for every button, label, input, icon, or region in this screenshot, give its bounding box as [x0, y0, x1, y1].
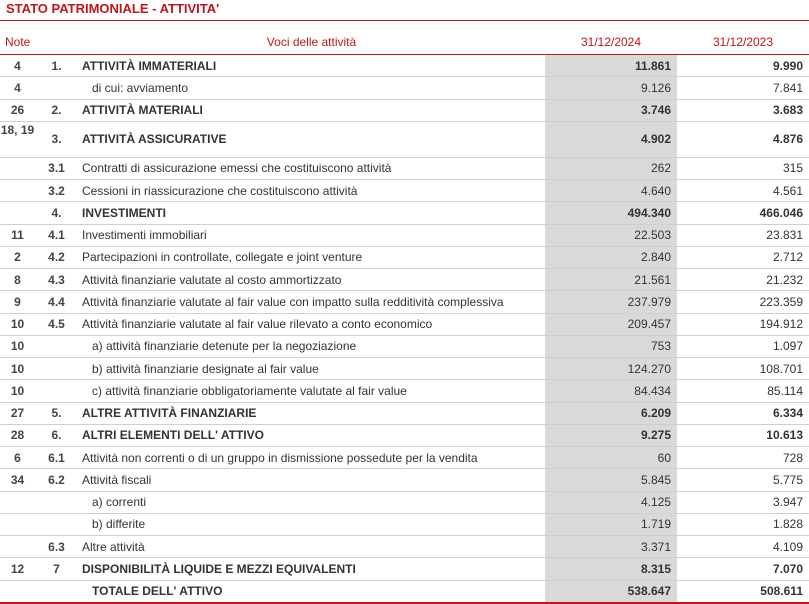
row-number: 6.3 [35, 536, 78, 558]
row-value-2023: 315 [677, 157, 809, 179]
row-value-2023: 10.613 [677, 424, 809, 446]
row-number [35, 335, 78, 357]
row-value-2023: 85.114 [677, 380, 809, 402]
table-row [0, 358, 809, 380]
table-row [0, 380, 809, 402]
header-year-previous: 31/12/2023 [677, 29, 809, 55]
row-note [0, 157, 35, 179]
row-label: INVESTIMENTI [78, 202, 545, 224]
row-value-2024: 9.275 [545, 424, 677, 446]
row-value-2023: 108.701 [677, 358, 809, 380]
row-note: 34 [0, 469, 35, 491]
row-value-2024: 4.640 [545, 180, 677, 202]
row-note [0, 202, 35, 224]
row-note [0, 513, 35, 535]
row-label: Altre attività [78, 536, 545, 558]
total-row [0, 580, 809, 603]
row-note [0, 180, 35, 202]
row-label: ATTIVITÀ MATERIALI [78, 99, 545, 121]
row-note: 11 [0, 224, 35, 246]
table-row [0, 202, 809, 224]
row-number: 4.1 [35, 224, 78, 246]
row-value-2024: 4.902 [545, 121, 677, 157]
row-label: c) attività finanziarie obbligatoriamente valutate al fair value [78, 380, 545, 402]
row-number [35, 491, 78, 513]
table-row [0, 246, 809, 268]
row-value-2023: 9.990 [677, 55, 809, 77]
table-row [0, 55, 809, 77]
row-value-2024: 209.457 [545, 313, 677, 335]
row-label: Investimenti immobiliari [78, 224, 545, 246]
row-number: 5. [35, 402, 78, 424]
table-row [0, 77, 809, 99]
table-row [0, 335, 809, 357]
row-value-2023: 7.841 [677, 77, 809, 99]
row-value-2023: 21.232 [677, 269, 809, 291]
row-note [0, 536, 35, 558]
row-number: 7 [35, 558, 78, 580]
row-value-2023: 466.046 [677, 202, 809, 224]
row-value-2023: 4.109 [677, 536, 809, 558]
row-number: 6.1 [35, 447, 78, 469]
row-label: Cessioni in riassicurazione che costituiscono attività [78, 180, 545, 202]
table-row [0, 536, 809, 558]
header-number [35, 29, 78, 55]
row-value-2024: 237.979 [545, 291, 677, 313]
row-value-2024: 753 [545, 335, 677, 357]
row-label: b) attività finanziarie designate al fair value [78, 358, 545, 380]
row-number [35, 513, 78, 535]
row-value-2024: 3.746 [545, 99, 677, 121]
row-label: a) correnti [78, 491, 545, 513]
header-note: Note [0, 29, 35, 55]
page-title: STATO PATRIMONIALE - ATTIVITA' [6, 1, 220, 16]
row-note: 28 [0, 424, 35, 446]
row-value-2023: 728 [677, 447, 809, 469]
table-row [0, 180, 809, 202]
row-note: 10 [0, 335, 35, 357]
row-number: 3. [35, 121, 78, 157]
row-note: 10 [0, 313, 35, 335]
row-value-2023: 1.828 [677, 513, 809, 535]
row-label: Attività finanziarie valutate al fair value con impatto sulla redditività complessiva [78, 291, 545, 313]
row-number: 1. [35, 55, 78, 77]
row-note: 12 [0, 558, 35, 580]
row-value-2024: 84.434 [545, 380, 677, 402]
row-value-2024: 262 [545, 157, 677, 179]
total-value-2023: 508.611 [677, 580, 809, 603]
row-number [35, 358, 78, 380]
row-value-2024: 60 [545, 447, 677, 469]
row-note: 18, 19 [0, 121, 35, 157]
row-number: 4.3 [35, 269, 78, 291]
table-row [0, 558, 809, 580]
row-note: 6 [0, 447, 35, 469]
row-value-2023: 223.359 [677, 291, 809, 313]
row-label: Attività non correnti o di un gruppo in dismissione possedute per la vendita [78, 447, 545, 469]
table-row [0, 424, 809, 446]
row-number: 4.4 [35, 291, 78, 313]
row-value-2024: 1.719 [545, 513, 677, 535]
table-row [0, 402, 809, 424]
row-label: Contratti di assicurazione emessi che costituiscono attività [78, 157, 545, 179]
row-label: ATTIVITÀ IMMATERIALI [78, 55, 545, 77]
total-label: TOTALE DELL' ATTIVO [78, 580, 545, 603]
row-number [35, 77, 78, 99]
row-label: ALTRE ATTIVITÀ FINANZIARIE [78, 402, 545, 424]
row-number: 4.5 [35, 313, 78, 335]
row-value-2024: 2.840 [545, 246, 677, 268]
row-note: 10 [0, 380, 35, 402]
table-row [0, 491, 809, 513]
row-label: a) attività finanziarie detenute per la negoziazione [78, 335, 545, 357]
row-note: 27 [0, 402, 35, 424]
row-note: 9 [0, 291, 35, 313]
row-label: ATTIVITÀ ASSICURATIVE [78, 121, 545, 157]
row-number: 4.2 [35, 246, 78, 268]
row-value-2024: 6.209 [545, 402, 677, 424]
row-value-2024: 22.503 [545, 224, 677, 246]
row-note: 10 [0, 358, 35, 380]
row-label: Attività finanziarie valutate al fair value rilevato a conto economico [78, 313, 545, 335]
row-value-2024: 5.845 [545, 469, 677, 491]
row-number: 4. [35, 202, 78, 224]
title-divider [0, 20, 809, 21]
row-number: 3.2 [35, 180, 78, 202]
row-value-2023: 3.683 [677, 99, 809, 121]
row-value-2024: 124.270 [545, 358, 677, 380]
row-note [0, 491, 35, 513]
balance-sheet-table [0, 29, 809, 604]
table-row [0, 269, 809, 291]
table-row [0, 469, 809, 491]
row-note [0, 580, 35, 603]
row-number: 3.1 [35, 157, 78, 179]
row-label: b) differite [78, 513, 545, 535]
row-note: 4 [0, 55, 35, 77]
row-number: 6. [35, 424, 78, 446]
row-value-2023: 3.947 [677, 491, 809, 513]
row-value-2023: 1.097 [677, 335, 809, 357]
row-value-2023: 4.561 [677, 180, 809, 202]
table-row [0, 157, 809, 179]
row-value-2024: 8.315 [545, 558, 677, 580]
row-label: DISPONIBILITÀ LIQUIDE E MEZZI EQUIVALENTI [78, 558, 545, 580]
row-value-2024: 9.126 [545, 77, 677, 99]
row-value-2024: 11.861 [545, 55, 677, 77]
row-value-2024: 3.371 [545, 536, 677, 558]
table-header-row [0, 29, 809, 55]
row-value-2023: 2.712 [677, 246, 809, 268]
row-value-2023: 23.831 [677, 224, 809, 246]
row-label: di cui: avviamento [78, 77, 545, 99]
table-row [0, 313, 809, 335]
row-value-2024: 21.561 [545, 269, 677, 291]
table-row [0, 447, 809, 469]
row-note: 8 [0, 269, 35, 291]
row-value-2023: 194.912 [677, 313, 809, 335]
row-label: Attività finanziarie valutate al costo ammortizzato [78, 269, 545, 291]
row-number [35, 380, 78, 402]
table-row [0, 291, 809, 313]
row-label: Partecipazioni in controllate, collegate e joint venture [78, 246, 545, 268]
row-value-2023: 5.775 [677, 469, 809, 491]
table-row [0, 99, 809, 121]
row-value-2023: 6.334 [677, 402, 809, 424]
header-description: Voci delle attività [78, 29, 545, 55]
row-note: 4 [0, 77, 35, 99]
table-row [0, 513, 809, 535]
header-year-current: 31/12/2024 [545, 29, 677, 55]
row-note: 26 [0, 99, 35, 121]
table-row [0, 224, 809, 246]
row-number: 6.2 [35, 469, 78, 491]
row-label: ALTRI ELEMENTI DELL' ATTIVO [78, 424, 545, 446]
row-label: Attività fiscali [78, 469, 545, 491]
table-row [0, 121, 809, 157]
row-value-2024: 494.340 [545, 202, 677, 224]
total-value-2024: 538.647 [545, 580, 677, 603]
row-value-2023: 7.070 [677, 558, 809, 580]
row-number [35, 580, 78, 603]
row-note: 2 [0, 246, 35, 268]
row-value-2024: 4.125 [545, 491, 677, 513]
row-number: 2. [35, 99, 78, 121]
row-value-2023: 4.876 [677, 121, 809, 157]
